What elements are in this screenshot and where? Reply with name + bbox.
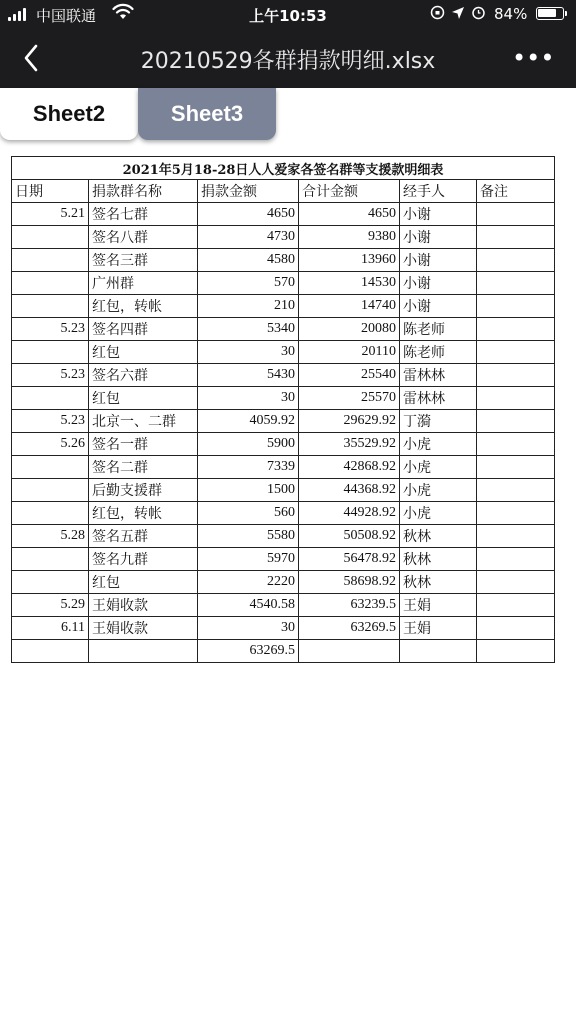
cell-total[interactable]: 44928.92	[299, 502, 400, 525]
cell-amount[interactable]: 4730	[198, 226, 299, 249]
cell-date[interactable]	[12, 249, 89, 272]
cell-amount[interactable]: 560	[198, 502, 299, 525]
table-title: 2021年5月18-28日人人爱家各签名群等支援款明细表	[12, 157, 555, 180]
cell-handler[interactable]: 秋林	[400, 548, 477, 571]
cell-remark[interactable]	[477, 548, 555, 571]
cell-group[interactable]: 红包	[89, 571, 198, 594]
cell-date[interactable]	[12, 226, 89, 249]
cell-total[interactable]: 14740	[299, 295, 400, 318]
cell-date[interactable]: 5.26	[12, 433, 89, 456]
cell-amount[interactable]: 63269.5	[198, 640, 299, 663]
rotation-lock-icon	[430, 5, 445, 20]
cell-group[interactable]: 红包，转帐	[89, 502, 198, 525]
cell-remark[interactable]	[477, 640, 555, 663]
cell-group[interactable]: 红包	[89, 341, 198, 364]
table-row	[12, 548, 555, 571]
table-row	[12, 571, 555, 594]
cell-remark[interactable]	[477, 617, 555, 640]
cell-date[interactable]	[12, 272, 89, 295]
cell-date[interactable]	[12, 295, 89, 318]
cell-remark[interactable]	[477, 295, 555, 318]
header-group[interactable]: 捐款群名称	[89, 180, 198, 203]
cell-amount[interactable]: 4540.58	[198, 594, 299, 617]
cell-group[interactable]: 签名七群	[89, 203, 198, 226]
cell-total[interactable]: 25570	[299, 387, 400, 410]
cell-group[interactable]: 王娟收款	[89, 594, 198, 617]
cell-total[interactable]: 63269.5	[299, 617, 400, 640]
cell-handler[interactable]: 小虎	[400, 433, 477, 456]
table-row	[12, 318, 555, 341]
cell-handler[interactable]: 王娟	[400, 617, 477, 640]
cell-amount[interactable]: 5580	[198, 525, 299, 548]
cell-total[interactable]	[299, 640, 400, 663]
cell-total[interactable]: 14530	[299, 272, 400, 295]
donation-table	[11, 156, 555, 663]
cell-date[interactable]	[12, 387, 89, 410]
battery-percent: 84%	[494, 5, 528, 23]
cell-date[interactable]	[12, 571, 89, 594]
cell-remark[interactable]	[477, 387, 555, 410]
cell-handler[interactable]: 小谢	[400, 249, 477, 272]
cell-handler[interactable]: 小谢	[400, 295, 477, 318]
cell-remark[interactable]	[477, 456, 555, 479]
cell-group[interactable]: 签名五群	[89, 525, 198, 548]
cell-remark[interactable]	[477, 525, 555, 548]
table-row	[12, 341, 555, 364]
cell-handler[interactable]: 小谢	[400, 272, 477, 295]
status-bar	[0, 0, 576, 30]
table-row	[12, 479, 555, 502]
header-amount[interactable]: 捐款金额	[198, 180, 299, 203]
cell-group[interactable]: 红包，转帐	[89, 295, 198, 318]
cell-amount[interactable]: 4650	[198, 203, 299, 226]
cell-group[interactable]: 北京一、二群	[89, 410, 198, 433]
cell-remark[interactable]	[477, 226, 555, 249]
cell-amount[interactable]: 30	[198, 341, 299, 364]
cell-handler[interactable]	[400, 640, 477, 663]
cell-remark[interactable]	[477, 594, 555, 617]
cell-remark[interactable]	[477, 318, 555, 341]
cell-remark[interactable]	[477, 249, 555, 272]
cell-group[interactable]: 广州群	[89, 272, 198, 295]
table-row	[12, 295, 555, 318]
cell-total[interactable]: 13960	[299, 249, 400, 272]
cell-date[interactable]	[12, 456, 89, 479]
cell-amount[interactable]: 4580	[198, 249, 299, 272]
cell-group[interactable]: 签名一群	[89, 433, 198, 456]
cell-total[interactable]: 25540	[299, 364, 400, 387]
cell-total[interactable]: 4650	[299, 203, 400, 226]
cell-date[interactable]: 5.21	[12, 203, 89, 226]
clock: 上午10:53	[249, 7, 327, 25]
table-row	[12, 594, 555, 617]
cell-handler[interactable]: 王娟	[400, 594, 477, 617]
cell-amount[interactable]: 30	[198, 617, 299, 640]
cell-date[interactable]	[12, 640, 89, 663]
cell-total[interactable]: 42868.92	[299, 456, 400, 479]
table-row	[12, 640, 555, 663]
cell-amount[interactable]: 2220	[198, 571, 299, 594]
cell-total[interactable]: 50508.92	[299, 525, 400, 548]
cell-group[interactable]: 红包	[89, 387, 198, 410]
cell-remark[interactable]	[477, 571, 555, 594]
cell-group[interactable]: 签名六群	[89, 364, 198, 387]
cell-handler[interactable]: 小虎	[400, 456, 477, 479]
table-row	[12, 272, 555, 295]
cell-remark[interactable]	[477, 364, 555, 387]
cell-total[interactable]: 44368.92	[299, 479, 400, 502]
table-row	[12, 456, 555, 479]
table-row	[12, 203, 555, 226]
cell-amount[interactable]: 5970	[198, 548, 299, 571]
cell-amount[interactable]: 5900	[198, 433, 299, 456]
cell-remark[interactable]	[477, 341, 555, 364]
cell-total[interactable]: 9380	[299, 226, 400, 249]
cell-remark[interactable]	[477, 410, 555, 433]
table-row	[12, 364, 555, 387]
header-handler[interactable]: 经手人	[400, 180, 477, 203]
table-row	[12, 387, 555, 410]
cell-group[interactable]	[89, 640, 198, 663]
cell-total[interactable]: 20080	[299, 318, 400, 341]
cell-amount[interactable]: 570	[198, 272, 299, 295]
cell-handler[interactable]: 陈老师	[400, 341, 477, 364]
header-date[interactable]: 日期	[12, 180, 89, 203]
more-options-button[interactable]: •••	[512, 44, 555, 72]
cell-amount[interactable]: 5340	[198, 318, 299, 341]
cell-remark[interactable]	[477, 502, 555, 525]
cell-handler[interactable]: 小虎	[400, 479, 477, 502]
table-row	[12, 525, 555, 548]
carrier-name: 中国联通	[36, 7, 97, 25]
cell-amount[interactable]: 30	[198, 387, 299, 410]
cell-date[interactable]	[12, 341, 89, 364]
cell-date[interactable]: 5.28	[12, 525, 89, 548]
cell-handler[interactable]: 小虎	[400, 502, 477, 525]
cell-date[interactable]: 5.23	[12, 318, 89, 341]
cell-handler[interactable]: 秋林	[400, 571, 477, 594]
cell-date[interactable]: 5.29	[12, 594, 89, 617]
sheet-tabs	[0, 88, 576, 144]
cell-handler[interactable]: 陈老师	[400, 318, 477, 341]
cell-remark[interactable]	[477, 479, 555, 502]
cell-remark[interactable]	[477, 203, 555, 226]
cell-handler[interactable]: 小谢	[400, 203, 477, 226]
cell-group[interactable]: 签名四群	[89, 318, 198, 341]
cell-handler[interactable]: 小谢	[400, 226, 477, 249]
cell-group[interactable]: 签名八群	[89, 226, 198, 249]
cell-amount[interactable]: 7339	[198, 456, 299, 479]
cell-handler[interactable]: 丁漪	[400, 410, 477, 433]
cell-total[interactable]: 56478.92	[299, 548, 400, 571]
cell-date[interactable]: 6.11	[12, 617, 89, 640]
cell-total[interactable]: 20110	[299, 341, 400, 364]
header-total[interactable]: 合计金额	[299, 180, 400, 203]
table-title-row	[12, 157, 555, 180]
cell-handler[interactable]: 秋林	[400, 525, 477, 548]
table-row	[12, 617, 555, 640]
location-icon	[451, 6, 465, 20]
cell-total[interactable]: 58698.92	[299, 571, 400, 594]
cell-total[interactable]: 29629.92	[299, 410, 400, 433]
cell-amount[interactable]: 210	[198, 295, 299, 318]
tab-sheet3[interactable]: Sheet3	[138, 88, 276, 140]
cell-handler[interactable]: 雷林林	[400, 364, 477, 387]
cell-remark[interactable]	[477, 272, 555, 295]
cell-total[interactable]: 63239.5	[299, 594, 400, 617]
cell-date[interactable]: 5.23	[12, 410, 89, 433]
cell-group[interactable]: 签名二群	[89, 456, 198, 479]
tab-sheet2[interactable]: Sheet2	[0, 88, 138, 140]
table-row	[12, 410, 555, 433]
battery-icon	[536, 7, 564, 20]
cell-remark[interactable]	[477, 433, 555, 456]
cell-date[interactable]	[12, 548, 89, 571]
cell-amount[interactable]: 5430	[198, 364, 299, 387]
cell-date[interactable]	[12, 502, 89, 525]
cell-date[interactable]	[12, 479, 89, 502]
top-bar	[0, 0, 576, 88]
table-row	[12, 433, 555, 456]
alarm-icon	[471, 5, 486, 20]
cell-amount[interactable]: 1500	[198, 479, 299, 502]
cell-amount[interactable]: 4059.92	[198, 410, 299, 433]
header-remark[interactable]: 备注	[477, 180, 555, 203]
spreadsheet	[11, 156, 554, 663]
cell-date[interactable]: 5.23	[12, 364, 89, 387]
cell-total[interactable]: 35529.92	[299, 433, 400, 456]
cell-group[interactable]: 签名三群	[89, 249, 198, 272]
cell-group[interactable]: 后勤支援群	[89, 479, 198, 502]
table-row	[12, 226, 555, 249]
table-row	[12, 249, 555, 272]
file-title: 20210529各群捐款明细.xlsx	[140, 49, 436, 74]
cell-handler[interactable]: 雷林林	[400, 387, 477, 410]
cell-group[interactable]: 王娟收款	[89, 617, 198, 640]
table-header-row	[12, 180, 555, 203]
cell-group[interactable]: 签名九群	[89, 548, 198, 571]
table-row	[12, 502, 555, 525]
